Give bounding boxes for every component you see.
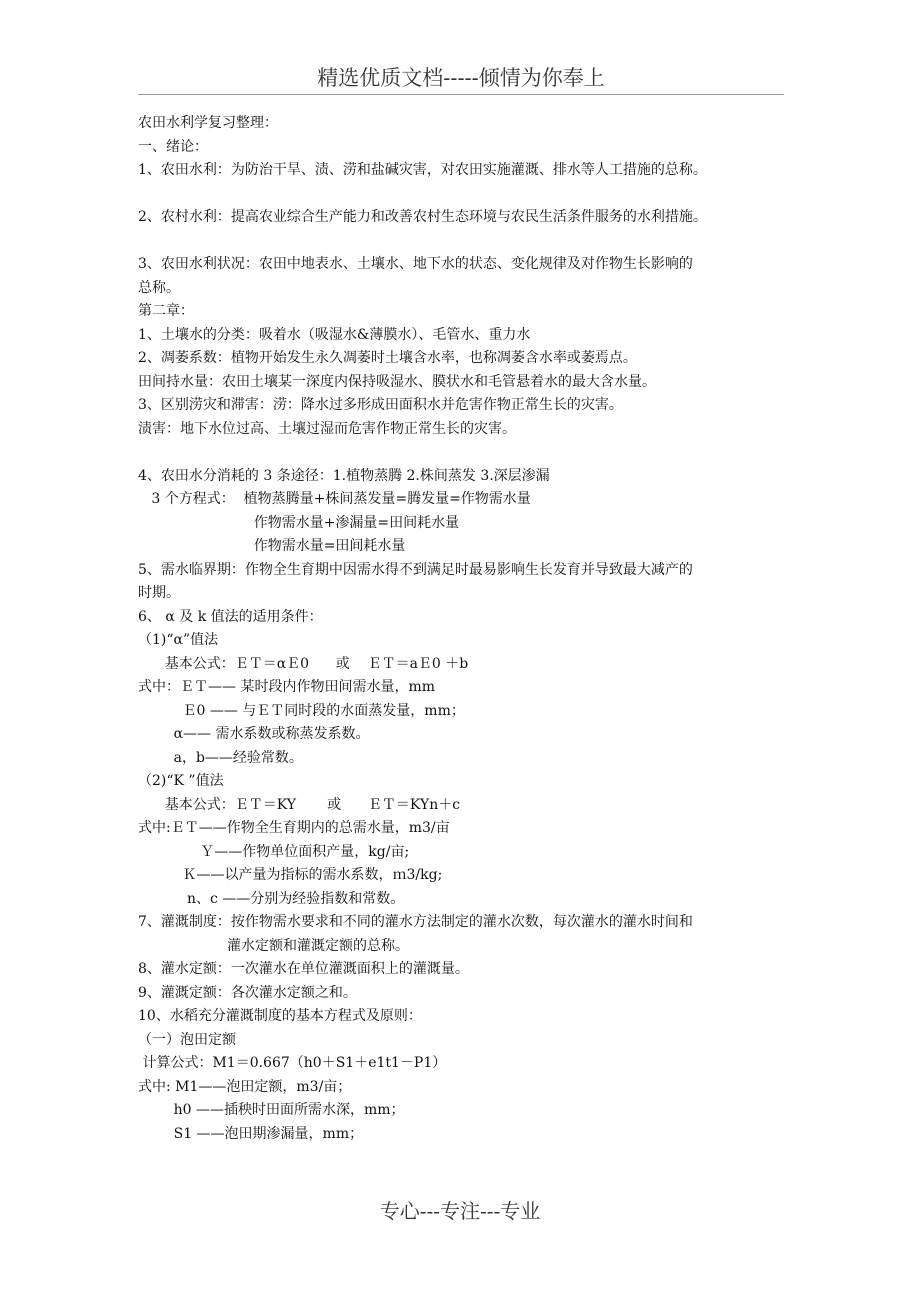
text-line: 5、需水临界期：作物全生育期中因需水得不到满足时最易影响生长发育并导致最大减产的 [138,561,693,578]
text-line: 3、农田水利状况：农田中地表水、土壤水、地下水的状态、变化规律及对作物生长影响的 [138,256,693,272]
text-line: S1 ——泡田期渗漏量，mm； [138,1125,364,1142]
document-body [138,112,798,1146]
text-line: 3、区别涝灾和滞害：涝：降水过多形成田面积水并危害作物正常生长的灾害。 [138,397,623,413]
text-line: 1、农田水利：为防治干旱、渍、涝和盐碱灾害，对农田实施灌溉、排水等人工措施的总称。 [138,162,707,178]
text-line: 总称。 [138,279,180,296]
text-line: 渍害：地下水位过高、土壤过湿而危害作物正常生长的灾害。 [138,420,516,437]
text-line: 式中:ＥＴ——作物全生育期内的总需水量，m3/亩 [138,820,450,836]
text-line: 农田水利学复习整理： [138,115,278,131]
text-line: 灌水定额和灌溉定额的总称。 [138,937,410,954]
text-line: 基本公式：ＥＴ＝KY 或 ＥＴ＝KYn＋c [138,796,461,813]
text-line: α—— 需水系数或称蒸发系数。 [138,726,370,742]
text-line: 第二章： [138,303,194,319]
text-line: 10、水稻充分灌溉制度的基本方程式及原则： [138,1008,422,1024]
text-line: 4、农田水分消耗的 3 条途径：1.植物蒸腾 2.株间蒸发 3.深层渗漏 [138,467,550,484]
text-line: 6、 α 及 k 值法的适用条件： [138,608,323,625]
text-line: 基本公式：ＥＴ＝αＥ0 或 ＥＴ＝aＥ0 ＋b [138,655,469,672]
text-line: Ｋ——以产量为指标的需水系数，ｍ3/kg; [138,867,443,883]
text-line: 时期。 [138,585,180,601]
text-line: 8、灌水定额：一次灌水在单位灌溉面积上的灌溉量。 [138,961,469,977]
text-line: 作物需水量=田间耗水量 [138,538,406,554]
text-line: Ｙ——作物单位面积产量，kg/亩; [138,843,410,860]
text-line: n、c ——分别为经验指数和常数。 [138,890,405,907]
text-line: 作物需水量+渗漏量=田间耗水量 [138,514,460,531]
text-line: 9、灌溉定额：各次灌水定额之和。 [138,984,357,1001]
text-line: （1)“α”值法 [138,632,219,648]
text-line: （一）泡田定额 [138,1031,236,1048]
blank-line [138,183,798,207]
text-line: 7、灌溉制度：按作物需水要求和不同的灌水方法制定的灌水次数，每次灌水的灌水时间和 [138,914,693,930]
text-line: a，b——经验常数。 [138,749,303,766]
text-line: 一、绪论： [138,138,208,155]
text-line: 式中：ＥＴ—— 某时段内作物田间需水量，mm [138,679,435,695]
text-line: 2、凋萎系数：植物开始发生永久凋萎时土壤含水率，也称凋萎含水率或萎焉点。 [138,350,637,366]
text-line: 式中: M1——泡田定额，m3/亩； [138,1078,352,1095]
text-line: h0 ——插秧时田面所需水深，mm； [138,1102,405,1118]
page-footer: 专心---专注---专业 [379,1199,541,1223]
text-line: 田间持水量：农田土壤某一深度内保持吸湿水、膜状水和毛管悬着水的最大含水量。 [138,373,656,390]
text-line: （2)“K ”值法 [138,773,224,789]
text-line: 计算公式：M1＝0.667（h0＋S1＋e1t1－P1） [138,1055,447,1071]
blank-line [138,230,798,254]
page-header: 精选优质文档-----倾情为你奉上 [138,62,784,95]
text-line: 1、土壤水的分类：吸着水（吸湿水&薄膜水）、毛管水、重力水 [138,326,531,343]
text-line: Ｅ0 —— 与ＥＴ同时段的水面蒸发量，mm； [138,702,465,719]
text-line: 2、农村水利：提高农业综合生产能力和改善农村生态环境与农民生活条件服务的水利措施。 [138,209,707,225]
blank-line [138,441,798,465]
text-line: 3 个方程式： 植物蒸腾量+株间蒸发量=腾发量=作物需水量 [138,491,531,507]
